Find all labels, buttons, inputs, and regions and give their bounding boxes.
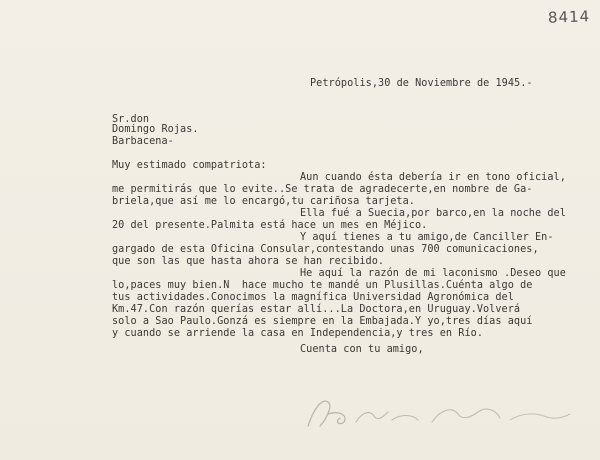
body-line: Aun cuando ésta debería ir en tono oficial, bbox=[300, 172, 566, 183]
recipient-name: Domingo Rojas. bbox=[112, 124, 199, 135]
body-line: solo a Sao Paulo.Gonzá es siempre en la Embajada.Y yo,tres días aquí bbox=[112, 316, 533, 327]
body-line: 20 del presente.Palmita está hace un mes en Méjico. bbox=[112, 220, 428, 231]
place-date: Petrópolis,30 de Noviembre de 1945.- bbox=[310, 78, 533, 89]
closing: Cuenta con tu amigo, bbox=[300, 344, 424, 355]
handwritten-signature bbox=[300, 392, 580, 432]
body-line: lo,paces muy bien.N hace mucho te mandé un Plusillas.Cuénta algo de bbox=[112, 280, 533, 291]
body-line: Km.47.Con razón querías estar allí...La Doctora,en Uruguay.Volverá bbox=[112, 304, 521, 315]
body-line: gargado de esta Oficina Consular,contestando unas 700 comunicaciones, bbox=[112, 244, 539, 255]
salutation: Muy estimado compatriota: bbox=[112, 160, 267, 171]
recipient-city: Barbacena- bbox=[112, 136, 174, 147]
body-line: He aquí la razón de mi laconismo .Deseo que bbox=[300, 268, 566, 279]
body-line: que son las que hasta ahora se han recibido. bbox=[112, 256, 385, 267]
body-line: me permitirás que lo evite..Se trata de agradecerte,en nombre de Ga- bbox=[112, 184, 533, 195]
body-line: y cuando se arriende la casa en Independencia,y tres en Río. bbox=[112, 328, 484, 339]
archive-number: 8414 bbox=[547, 7, 591, 27]
body-line: Y aquí tienes a tu amigo,de Canciller En- bbox=[300, 232, 554, 243]
recipient-title: Sr.don bbox=[112, 114, 150, 125]
body-line: tus actividades.Conocimos la magnífica Universidad Agronómica del bbox=[112, 292, 514, 303]
body-line: briela,que así me lo encargó,tu cariñosa tarjeta. bbox=[112, 196, 415, 207]
body-line: Ella fué a Suecia,por barco,en la noche del bbox=[300, 208, 566, 219]
